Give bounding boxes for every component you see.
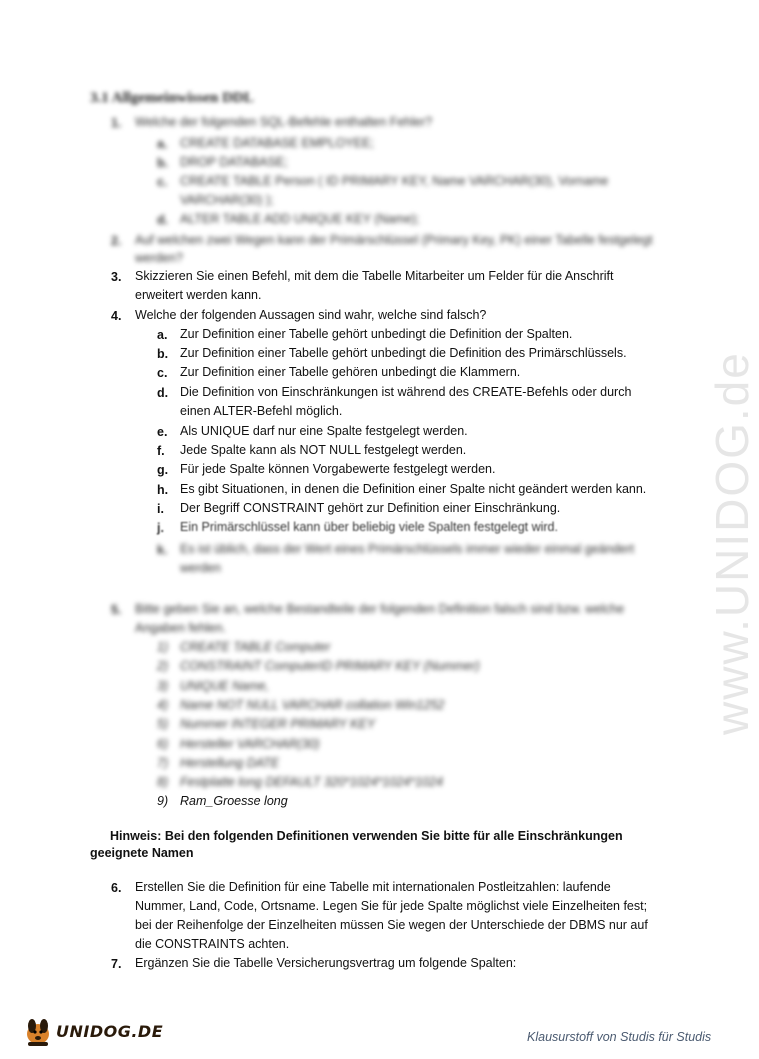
q4-a-text: Zur Definition einer Tabelle gehört unbedingt die Definition der Spalten.	[180, 327, 573, 341]
watermark: www.UNIDOG.de	[706, 351, 758, 735]
q5-item-9-text: Ram_Groesse long	[180, 794, 288, 808]
q1-a-text: CREATE DATABASE EMPLOYEE;	[180, 136, 374, 150]
q4-i-text: Der Begriff CONSTRAINT gehört zur Definition einer Einschränkung.	[180, 501, 561, 515]
q4-d-label: d.	[157, 386, 169, 400]
q4-k-text-2: werden	[180, 561, 221, 575]
q1-c-label: c.	[157, 175, 168, 189]
hint-line-2: geeignete Namen	[90, 846, 194, 860]
q4-k-text-1: Es ist üblich, dass der Wert eines Primärschlüssels immer wieder einmal geändert	[180, 542, 635, 556]
q4-c-text: Zur Definition einer Tabelle gehören unbedingt die Klammern.	[180, 365, 521, 379]
q1-number: 1.	[111, 116, 122, 130]
q4-d-text-1: Die Definition von Einschränkungen ist während des CREATE-Befehls oder durch	[180, 385, 632, 399]
q5-item-4-label: 4)	[157, 698, 169, 712]
q6-number: 6.	[111, 881, 122, 895]
q4-k-label: k.	[157, 543, 168, 557]
q5-item-7-text: Herstellung DATE	[180, 756, 280, 770]
q2-text-2: werden?	[135, 251, 183, 265]
q4-j-label: j.	[157, 521, 164, 535]
q4-e-label: e.	[157, 425, 168, 439]
q5-item-1-label: 1)	[157, 640, 169, 654]
q7-text: Ergänzen Sie die Tabelle Versicherungsvertrag um folgende Spalten:	[135, 956, 517, 970]
q4-text: Welche der folgenden Aussagen sind wahr, welche sind falsch?	[135, 308, 487, 322]
section-heading: 3.1 Allgemeinwissen DDL	[90, 90, 254, 106]
q7-number: 7.	[111, 957, 122, 971]
logo-text: UNIDOG.DE	[56, 1022, 164, 1041]
q1-c-text-1: CREATE TABLE Person ( ID PRIMARY KEY, Name VARCHAR(30), Vorname	[180, 174, 609, 188]
q4-h-label: h.	[157, 483, 169, 497]
q5-item-4-text: Name NOT NULL VARCHAR collation Win1252	[180, 698, 445, 712]
q4-j-text: Ein Primärschlüssel kann über beliebig viele Spalten festgelegt wird.	[180, 520, 558, 534]
q1-b-text: DROP DATABASE;	[180, 155, 288, 169]
q4-f-label: f.	[157, 444, 165, 458]
q6-text-1: Erstellen Sie die Definition für eine Tabelle mit internationalen Postleitzahlen: laufende	[135, 880, 611, 894]
q5-item-9-label: 9)	[157, 794, 169, 808]
q5-number: 5.	[111, 603, 122, 617]
q4-b-text: Zur Definition einer Tabelle gehört unbedingt die Definition des Primärschlüssels.	[180, 346, 627, 360]
q5-item-2-text: CONSTRAINT ComputerID PRIMARY KEY (Nummer)	[180, 659, 480, 673]
q5-item-7-label: 7)	[157, 756, 169, 770]
q5-item-3-label: 3)	[157, 679, 169, 693]
q1-d-text: ALTER TABLE ADD UNIQUE KEY (Name);	[180, 212, 420, 226]
q4-i-label: i.	[157, 502, 164, 516]
q5-item-5-label: 5)	[157, 717, 169, 731]
q4-d-text-2: einen ALTER-Befehl möglich.	[180, 404, 343, 418]
q4-b-label: b.	[157, 347, 169, 361]
q5-item-6-label: 6)	[157, 737, 169, 751]
q1-c-text-2: VARCHAR(30) );	[180, 193, 274, 207]
q5-text-1: Bitte geben Sie an, welche Bestandteile der folgenden Definition falsch sind bzw. welche	[135, 602, 625, 616]
q2-text-1: Auf welchen zwei Wegen kann der Primärschlüssel (Primary Key, PK) einer Tabelle festgelegt	[135, 233, 653, 247]
q4-a-label: a.	[157, 328, 168, 342]
q1-b-label: b.	[157, 156, 169, 170]
q5-item-6-text: Hersteller VARCHAR(30)	[180, 737, 320, 751]
q3-text-2: erweitert werden kann.	[135, 288, 262, 302]
q4-number: 4.	[111, 309, 122, 323]
q4-g-label: g.	[157, 463, 169, 477]
q6-text-3: bei der Reihenfolge der Einzelheiten müssen Sie wegen der Unterschiede der DBMS nur auf	[135, 918, 648, 932]
q6-text-4: die CONSTRAINTS achten.	[135, 937, 290, 951]
q4-c-label: c.	[157, 366, 168, 380]
q5-item-1-text: CREATE TABLE Computer	[180, 640, 331, 654]
q1-text: Welche der folgenden SQL-Befehle enthalten Fehler?	[135, 115, 433, 129]
q4-h-text: Es gibt Situationen, in denen die Definition einer Spalte nicht geändert werden kann.	[180, 482, 647, 496]
q5-item-8-label: 8)	[157, 775, 169, 789]
q6-text-2: Nummer, Land, Code, Ortsname. Legen Sie für jede Spalte möglichst viele Einzelheiten fest;	[135, 899, 648, 913]
q5-item-5-text: Nummer INTEGER PRIMARY KEY	[180, 717, 376, 731]
q3-text-1: Skizzieren Sie einen Befehl, mit dem die Tabelle Mitarbeiter um Felder für die Anschrift	[135, 269, 614, 283]
q4-f-text: Jede Spalte kann als NOT NULL festgelegt werden.	[180, 443, 467, 457]
hint-line-1: Hinweis: Bei den folgenden Definitionen verwenden Sie bitte für alle Einschränkungen	[110, 829, 623, 843]
q5-item-2-label: 2)	[157, 659, 169, 673]
q2-number: 2.	[111, 234, 122, 248]
q4-e-text: Als UNIQUE darf nur eine Spalte festgelegt werden.	[180, 424, 468, 438]
footer-tagline: Klausurstoff von Studis für Studis	[527, 1030, 712, 1044]
q1-a-label: a.	[157, 137, 168, 151]
q5-item-8-text: Festplatte long DEFAULT 320*1024*1024*1024	[180, 775, 443, 789]
q3-number: 3.	[111, 270, 122, 284]
q5-item-3-text: UNIQUE Name,	[180, 679, 269, 693]
q1-d-label: d.	[157, 213, 169, 227]
q4-g-text: Für jede Spalte können Vorgabewerte festgelegt werden.	[180, 462, 496, 476]
q5-text-2: Angaben fehlen.	[135, 621, 227, 635]
unidog-logo[interactable]	[22, 1012, 162, 1048]
